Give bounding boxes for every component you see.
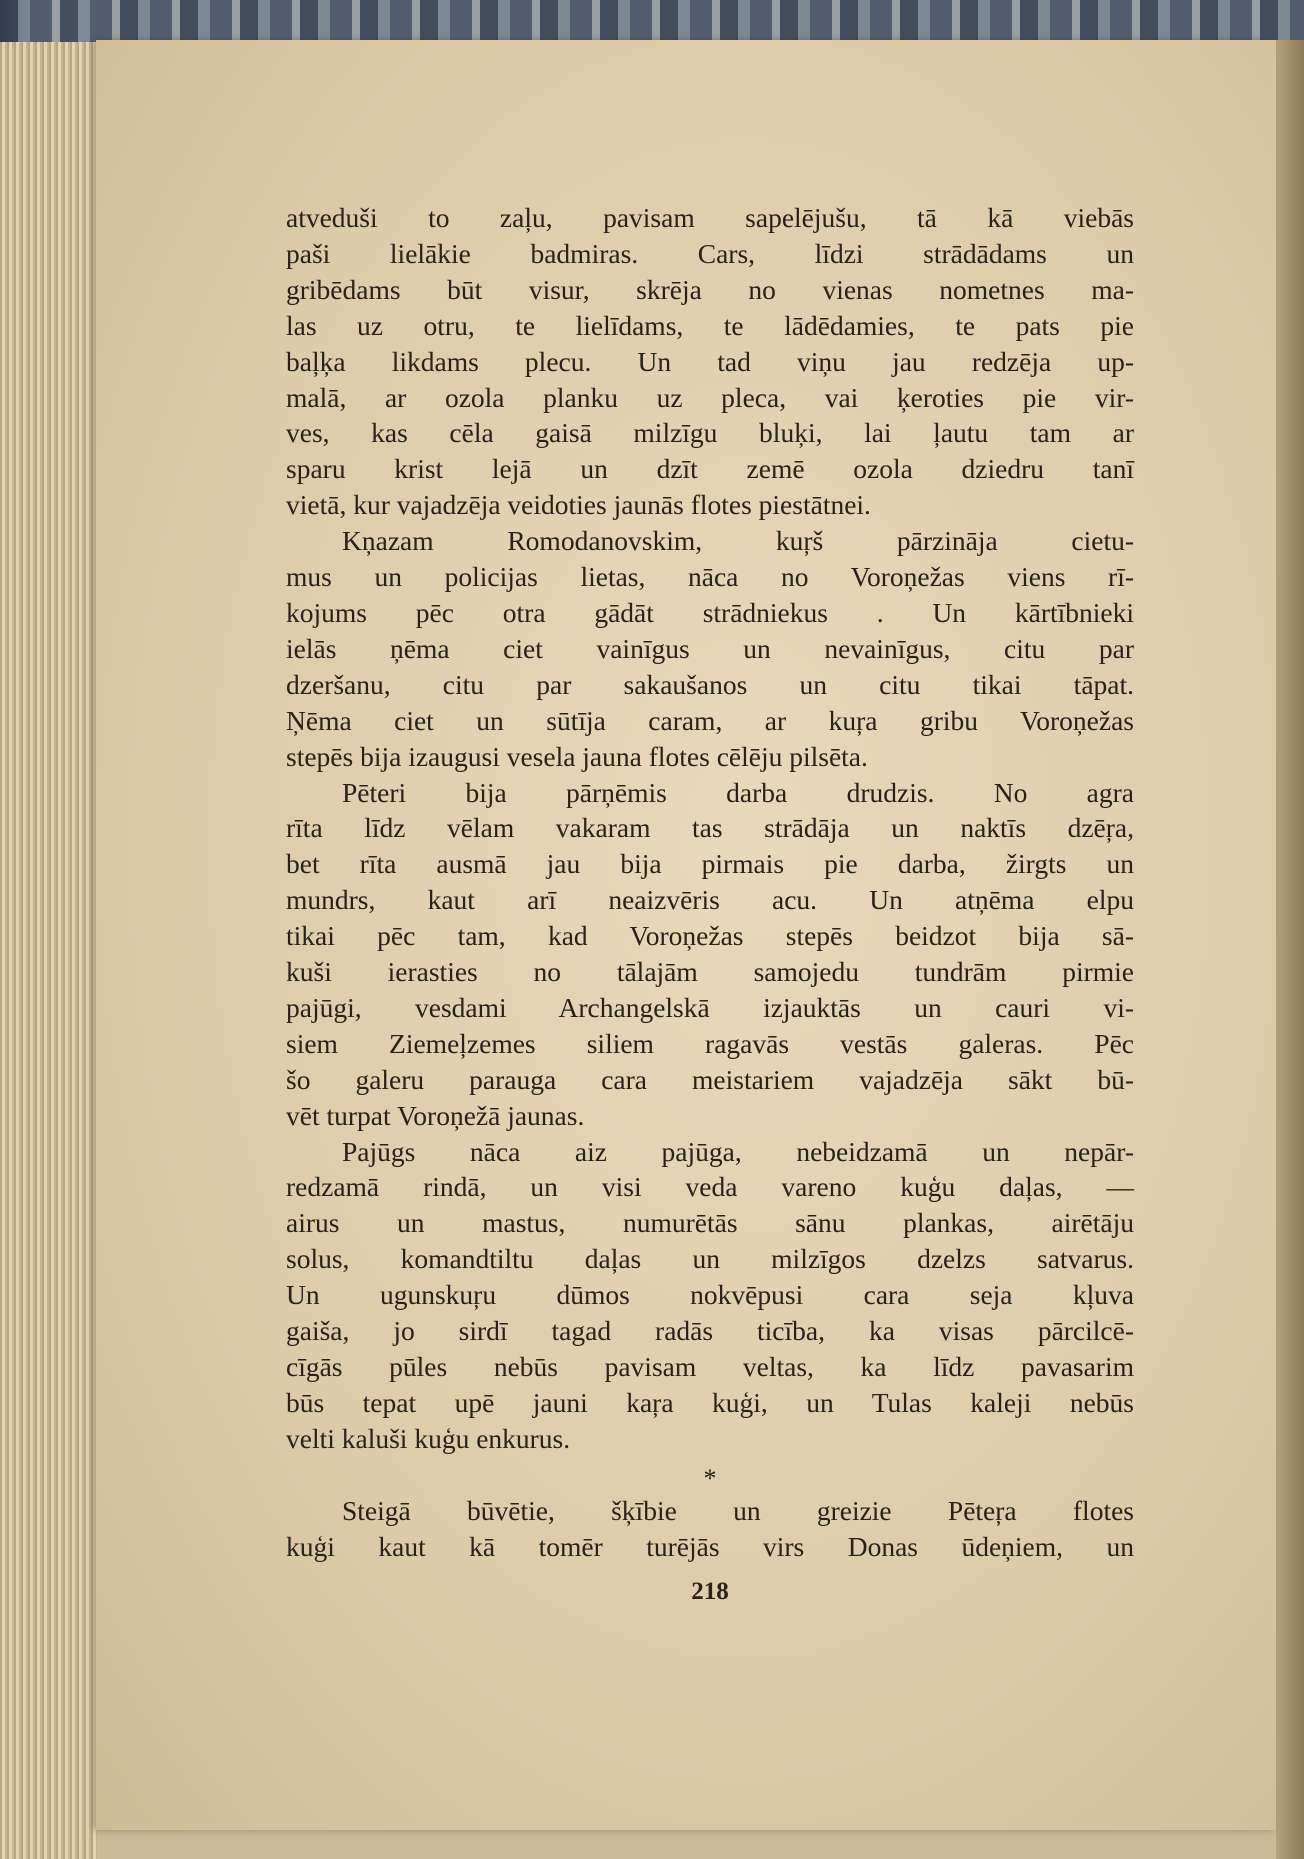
page-number: 218 <box>691 1578 729 1605</box>
text-line: mus un policijas lietas, nāca no Voroņežas viens rī- <box>286 561 1134 593</box>
text-line: rīta līdz vēlam vakaram tas strādāja un naktīs dzēŗa, <box>286 812 1134 844</box>
text-line: ves, kas cēla gaisā milzīgu bluķi, lai ļautu tam ar <box>286 417 1134 449</box>
text-line: kuši ierasties no tālajām samojedu tundrām pirmie <box>286 956 1134 988</box>
text-line: dzeršanu, citu par sakaušanos un citu tikai tāpat. <box>286 668 1134 700</box>
top-cover-strip <box>0 0 1304 42</box>
text-line: Pajūgs nāca aiz pajūga, nebeidzamā un nepār- <box>342 1135 1134 1167</box>
text-line: paši lielākie badmiras. Cars, līdzi strādādams un <box>286 237 1134 269</box>
text-line: pajūgi, vesdami Archangelskā izjauktās un cauri vi- <box>286 991 1134 1023</box>
text-line: baļķa likdams plecu. Un tad viņu jau redzēja up- <box>286 345 1134 377</box>
body-text <box>286 200 1134 1564</box>
text-line: cīgās pūles nebūs pavisam veltas, ka līdz pavasarim <box>286 1351 1134 1382</box>
text-line: velti kaluši kuģu enkurus. <box>286 1422 571 1454</box>
text-line: kojums pēc otra gādāt strādniekus . Un kārtībnieki <box>286 596 1134 628</box>
left-page-edges <box>0 42 98 1859</box>
text-line: gribēdams būt visur, skrēja no vienas nometnes ma- <box>286 273 1134 305</box>
text-line: siem Ziemeļzemes siliem ragavās vestās galeras. Pēc <box>286 1027 1134 1059</box>
text-line: ielās ņēma ciet vainīgus un nevainīgus, citu par <box>286 632 1134 664</box>
text-line: las uz otru, te lielīdams, te lādēdamies, te pats pie <box>286 309 1134 341</box>
text-line: solus, komandtiltu daļas un milzīgos dzelzs satvarus. <box>286 1243 1134 1275</box>
text-line: Ņēma ciet un sūtīja caram, ar kuŗa gribu Voroņežas <box>286 704 1134 736</box>
text-line: sparu krist lejā un dzīt zemē ozola dziedru tanī <box>286 453 1134 485</box>
text-line: vietā, kur vajadzēja veidoties jaunās flotes piestātnei. <box>286 489 871 521</box>
text-line: Pēteri bija pārņēmis darba drudzis. No agra <box>342 776 1134 808</box>
text-line: būs tepat upē jauni kaŗa kuģi, un Tulas kaleji nebūs <box>286 1386 1134 1418</box>
text-line: atveduši to zaļu, pavisam sapelējušu, tā kā viebās <box>286 202 1134 233</box>
continuation-text-lines <box>286 1493 1134 1565</box>
text-line: gaiša, jo sirdī tagad radās ticība, ka visas pārcilcē- <box>286 1315 1134 1347</box>
text-line: malā, ar ozola planku uz pleca, vai ķeroties pie vir- <box>286 381 1134 413</box>
right-page-edge <box>1276 40 1304 1859</box>
text-line: bet rīta ausmā jau bija pirmais pie darba, žirgts un <box>286 848 1134 880</box>
text-line: tikai pēc tam, kad Voroņežas stepēs beidzot bija sā- <box>286 920 1134 952</box>
text-line: stepēs bija izaugusi vesela jauna flotes cēlēju pilsēta. <box>286 740 868 772</box>
text-line: redzamā rindā, un visi veda vareno kuģu daļas, — <box>286 1171 1134 1203</box>
main-text-lines <box>286 200 1134 1457</box>
text-line: šo galeru parauga cara meistariem vajadzēja sākt bū- <box>286 1063 1134 1095</box>
text-line: airus un mastus, numurētās sānu plankas, airētāju <box>286 1207 1134 1239</box>
text-line: Kņazam Romodanovskim, kuŗš pārzināja cietu- <box>342 525 1134 557</box>
text-line: vēt turpat Voroņežā jaunas. <box>286 1099 585 1131</box>
text-line: Un ugunskuŗu dūmos nokvēpusi cara seja kļuva <box>286 1279 1134 1311</box>
text-line: kuģi kaut kā tomēr turējās virs Donas ūdeņiem, un <box>286 1530 1134 1562</box>
text-line: Steigā būvētie, šķībie un greizie Pēteŗa flotes <box>342 1494 1134 1526</box>
section-break-asterisk: * <box>703 1463 717 1493</box>
text-line: mundrs, kaut arī neaizvēris acu. Un atņēma elpu <box>286 884 1134 916</box>
